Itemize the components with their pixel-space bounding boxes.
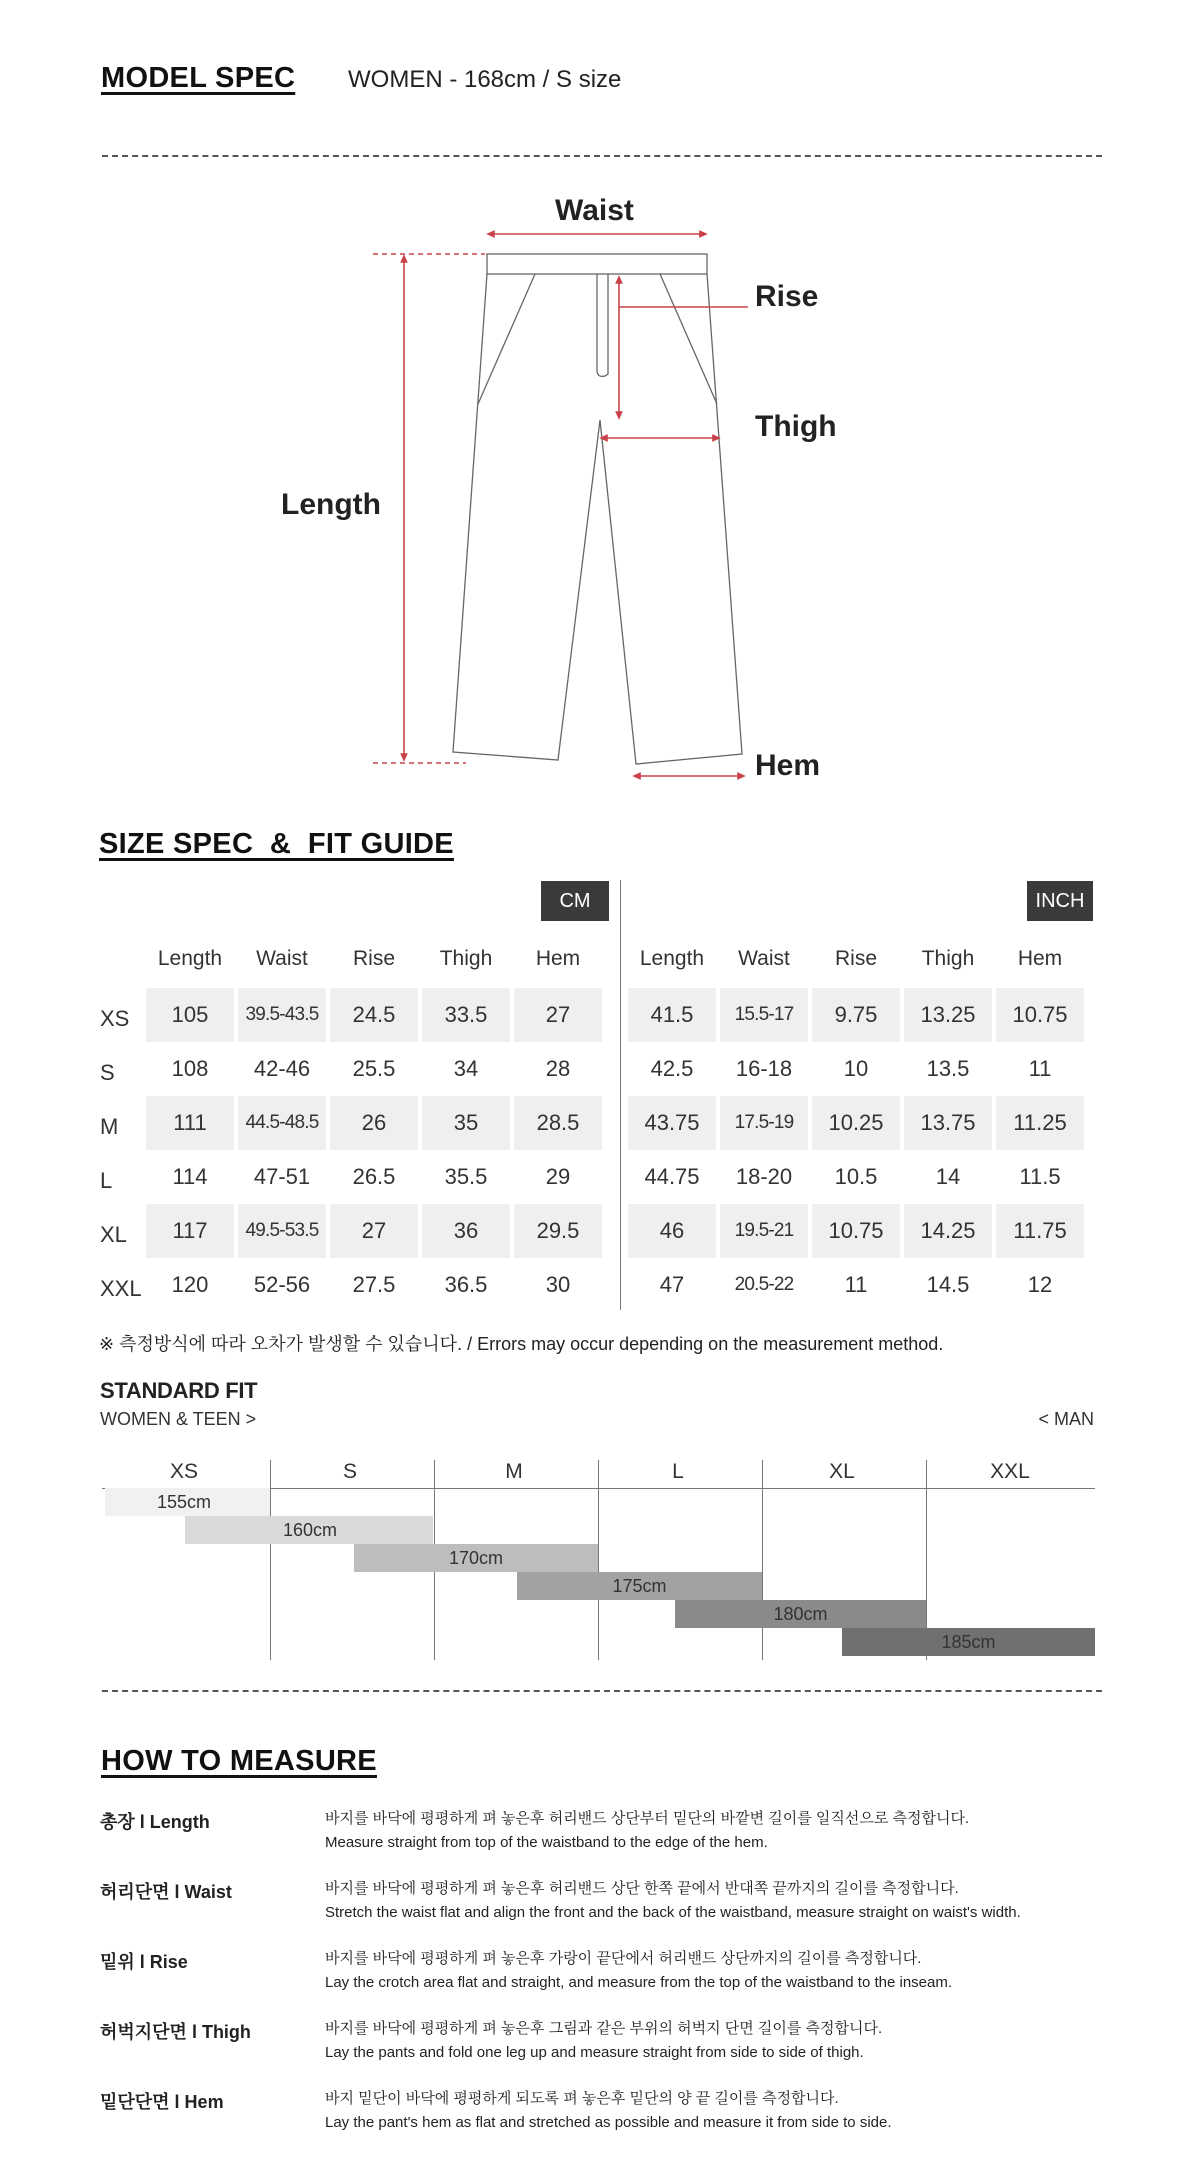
size-label: XL [100,1222,127,1247]
cell: 13.25 [904,988,992,1042]
diagram-length-label: Length [281,488,381,521]
measure-desc-en: Stretch the waist flat and align the front and the back of the waistband, measure straight on waist's width. [325,1904,1021,1921]
fit-size-label: L [672,1460,684,1483]
cell: 120 [171,1272,209,1297]
cm-size-table [142,930,606,1312]
cell: 28.5 [514,1096,602,1150]
column-header: Thigh [439,947,493,970]
cell: 10.5 [834,1164,878,1189]
cell: 44.75 [644,1164,700,1189]
cell: 11 [1028,1056,1052,1081]
table-row [146,1150,602,1204]
cell: 47-51 [253,1164,311,1189]
measure-label-rise: 밑위 l Rise [100,1952,188,1972]
cell: 11 [844,1272,868,1297]
cell: 114 [172,1164,208,1189]
cell: 14 [935,1164,961,1189]
table-row [146,1096,602,1150]
cell: 36 [422,1204,510,1258]
table-row [628,988,1084,1042]
cell: 19.5-21 [720,1204,808,1258]
column-header: Thigh [921,947,975,970]
cm-unit-badge: CM [541,881,609,921]
fit-size-label: XXL [990,1460,1030,1483]
fit-size-label: XL [829,1460,855,1483]
measure-desc-hem [325,2087,892,2135]
fit-height-bar: 170cm [354,1544,598,1572]
inch-size-table [624,930,1088,1312]
cell: 108 [171,1056,209,1081]
measure-desc-ko: 바지를 바닥에 평평하게 펴 놓은후 그림과 같은 부위의 허벅지 단면 길이를 측정합니다. [325,2020,883,2037]
measure-desc-length [325,1807,969,1855]
fit-height-bar: 155cm [105,1488,270,1516]
fit-size-label: S [342,1460,357,1483]
size-label: XS [100,1006,130,1031]
cell: 46 [628,1204,716,1258]
column-header: Length [639,947,705,970]
cell: 20.5-22 [734,1274,794,1295]
measure-label-waist: 허리단면 l Waist [100,1882,232,1902]
cell: 44.5-48.5 [238,1096,326,1150]
cell: 26.5 [352,1164,396,1189]
column-header: Hem [1017,947,1063,970]
table-row [146,988,602,1042]
column-header: Length [157,947,223,970]
fit-height-bar: 180cm [675,1600,926,1628]
cell: 10.75 [996,988,1084,1042]
fit-separator [598,1460,599,1660]
fit-height-bar: 160cm [185,1516,433,1544]
cell: 29 [545,1164,571,1189]
divider-bottom [102,1690,1102,1692]
cell: 11.5 [1019,1164,1061,1189]
cell: 117 [146,1204,234,1258]
measure-desc-en: Lay the pant's hem as flat and stretched as possible and measure it from side to side. [325,2114,892,2131]
cell: 30 [545,1272,571,1297]
standard-fit-title: STANDARD FIT [100,1378,258,1403]
cell: 9.75 [812,988,900,1042]
cell: 27 [514,988,602,1042]
size-label: XXL [100,1276,142,1301]
fit-separator [270,1460,271,1660]
table-row [628,1042,1084,1096]
table-row [628,1150,1084,1204]
measure-desc-ko: 바지를 바닥에 평평하게 펴 놓은후 허리밴드 상단 한쪽 끝에서 반대쪽 끝까지의 길이를 측정합니다. [325,1880,959,1897]
cell: 105 [146,988,234,1042]
fit-right-label: < MAN [1038,1409,1094,1429]
table-header-row [628,930,1084,988]
cell: 42.5 [650,1056,694,1081]
cell: 15.5-17 [720,988,808,1042]
cell: 49.5-53.5 [238,1204,326,1258]
fit-left-label: WOMEN & TEEN > [100,1409,257,1429]
measure-desc-en: Lay the pants and fold one leg up and measure straight from side to side of thigh. [325,2044,864,2061]
measure-desc-en: Measure straight from top of the waistband to the edge of the hem. [325,1834,768,1851]
table-row [628,1096,1084,1150]
size-spec-title: SIZE SPEC & FIT GUIDE [99,828,454,860]
cell: 36.5 [444,1272,488,1297]
cell: 12 [1027,1272,1053,1297]
cell: 42-46 [253,1056,311,1081]
cell: 10.75 [812,1204,900,1258]
size-label: L [100,1168,113,1193]
measure-desc-rise [325,1947,952,1995]
cell: 10 [843,1056,869,1081]
column-header: Waist [256,947,308,970]
fit-size-label: XS [169,1460,198,1483]
cell: 35.5 [444,1164,488,1189]
cell: 14.25 [904,1204,992,1258]
cell: 35 [422,1096,510,1150]
diagram-waist-label: Waist [555,194,634,227]
measure-desc-ko: 바지 밑단이 바닥에 평평하게 되도록 펴 놓은후 밑단의 양 끝 길이를 측정합니다. [325,2090,839,2107]
size-label: M [100,1114,119,1139]
model-spec-value: WOMEN - 168cm / S size [348,66,622,93]
how-to-measure-title: HOW TO MEASURE [101,1745,377,1777]
table-row [628,1204,1084,1258]
cell: 34 [453,1056,479,1081]
diagram-rise-label: Rise [755,280,819,313]
fit-size-label: M [505,1460,523,1483]
fit-height-bar: 175cm [517,1572,762,1600]
cell: 26 [330,1096,418,1150]
cell: 13.75 [904,1096,992,1150]
inch-unit-badge: INCH [1027,881,1093,921]
measure-label-hem: 밑단단면 l Hem [100,2092,224,2112]
measure-label-thigh: 허벅지단면 l Thigh [100,2022,251,2042]
cell: 14.5 [926,1272,970,1297]
cell: 47 [659,1272,685,1297]
measure-desc-ko: 바지를 바닥에 평평하게 펴 놓은후 허리밴드 상단부터 밑단의 바깥변 길이를 일직선으로 측정합니다. [325,1810,970,1827]
cell: 10.25 [812,1096,900,1150]
diagram-hem-label: Hem [755,749,821,782]
measure-desc-thigh [325,2017,882,2065]
cell: 17.5-19 [720,1096,808,1150]
measurement-note: ※ 측정방식에 따라 오차가 발생할 수 있습니다. / Errors may occur depending on the measurement method. [99,1334,944,1354]
cell: 27.5 [352,1272,396,1297]
measure-desc-en: Lay the crotch area flat and straight, and measure from the top of the waistband to the inseam. [325,1974,953,1991]
column-header: Waist [738,947,790,970]
cell: 41.5 [628,988,716,1042]
cell: 25.5 [352,1056,396,1081]
cell: 18-20 [735,1164,793,1189]
model-spec-title: MODEL SPEC [101,62,296,94]
table-divider [620,880,621,1310]
cell: 33.5 [422,988,510,1042]
table-header-row [146,930,602,988]
column-header: Rise [352,947,395,970]
cell: 16-18 [735,1056,793,1081]
diagram-thigh-label: Thigh [755,410,837,443]
table-row [146,1042,602,1096]
table-row [146,1204,602,1258]
column-header: Hem [535,947,581,970]
cell: 28 [545,1056,571,1081]
cell: 52-56 [253,1272,311,1297]
pants-outline [0,0,1194,820]
cell: 11.75 [996,1204,1084,1258]
fit-height-bar: 185cm [842,1628,1095,1656]
measure-label-length: 총장 l Length [100,1812,210,1832]
cell: 24.5 [330,988,418,1042]
cell: 13.5 [926,1056,970,1081]
cell: 111 [146,1096,234,1150]
table-row [146,1258,602,1312]
cell: 39.5-43.5 [238,988,326,1042]
table-row [628,1258,1084,1312]
cell: 43.75 [628,1096,716,1150]
cell: 11.25 [996,1096,1084,1150]
column-header: Rise [834,947,877,970]
size-label: S [100,1060,115,1085]
fit-separator [762,1460,763,1660]
measure-desc-ko: 바지를 바닥에 평평하게 펴 놓은후 가랑이 끝단에서 허리밴드 상단까지의 길이를 측정합니다. [325,1950,922,1967]
measure-desc-waist [325,1877,1021,1925]
cell: 29.5 [514,1204,602,1258]
cell: 27 [330,1204,418,1258]
